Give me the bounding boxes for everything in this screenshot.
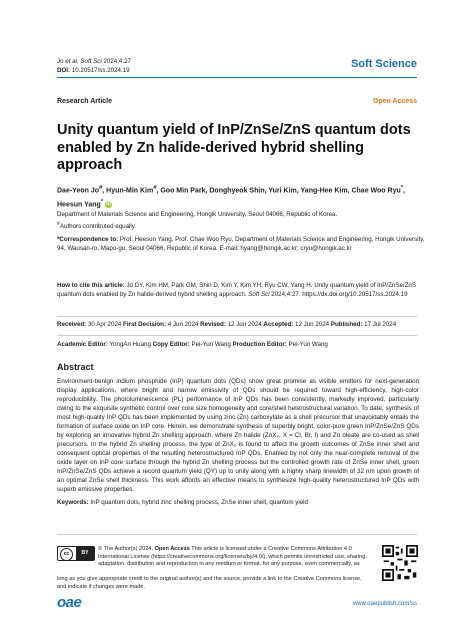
divider [57, 534, 417, 535]
abstract-heading: Abstract [57, 362, 94, 372]
keywords: Keywords: InP quantum dots, hybrid zinc shelling process, ZnSe inner shell, quantum yield [57, 499, 308, 506]
publisher-url[interactable]: www.oaepublish.com/ss [352, 601, 417, 607]
abstract-body: Environment-benign indium phosphide (InP) quantum dots (QDs) show great promise as visible emitters for next-generation display applications, where bright and narrow emissivity of QDs should be required toward high-efficiency, high-color reproducibility. The photoluminescence (PL) performance of InP QDs has been consistently, markedly improved, particularly owing to the exquisite synthetic control over core size homogeneity and core/shell heterostructural variation. To date, synthesis of most high-quality InP QDs has been implemented by using zinc (Zn) carboxylate as a shell precursor that unavoidably entails the formation of surface oxide on InP core. Herein, we demonstrate synthesis of superbly bright, color-pure green InP/ZnSe/ZnS QDs by exploring an innovative hybrid Zn shelling approach, where Zn halide (ZnX₂, X = Cl, Br, I) and Zn oleate are co-used as shell precursors. In the hybrid Zn shelling process, the type of ZnX₂ is found to affect the growth outcomes of ZnSe inner shell and consequent optical properties of the resulting heterostructured InP QDs. Enabled by not only the near-complete removal of the oxide layer on InP core surface through the hybrid Zn shelling process but the controlled growth rate of ZnSe inner shell, green InP/ZnSe/ZnS QDs achieve a record quantum yield (QY) up to unity along with a highly sharp linewidth of 32 nm upon growth of an optimal ZnSe shell thickness. This work affords an effective means to synthesize high-quality heterostructured InP QDs with superb emissive properties. [57, 378, 419, 493]
oae-logo[interactable]: oae [57, 594, 82, 611]
header-divider [57, 77, 417, 78]
divider [57, 335, 417, 336]
cc-icon: cc [60, 548, 73, 561]
open-access-label: Open Access [372, 98, 417, 105]
license-text: © The Author(s) 2024. Open Access This article is licensed under a Creative Commons Attribution 4.0 International License (https://creativecommons.org/licenses/by/4.0/), which permits unrestricted use, sharing, adaptation, distribution and reproduction in any medium or format, for any purpose, even commercially, as [98, 546, 367, 568]
cc-by-license-badge[interactable] [57, 546, 95, 561]
paper-title: Unity quantum yield of InP/ZnSe/ZnS quantum dots enabled by Zn halide-derived hybrid shelling approach [57, 122, 411, 173]
editors: Academic Editor: YongAn Huang Copy Editor: Pei-Yun Wang Production Editor: Pei-Yun Wang [57, 341, 328, 348]
affiliation: Department of Materials Science and Engineering, Hongik University, Seoul 04066, Republic of Korea. #Authors contributed equally. [57, 211, 338, 230]
qr-code-icon[interactable] [382, 545, 418, 581]
article-type: Research Article [57, 98, 112, 105]
journal-brand[interactable]: Soft Science [350, 58, 417, 70]
by-icon: BY [76, 547, 94, 560]
doi-link[interactable]: 10.20517/ss.2024.19 [70, 66, 130, 74]
author-list: Dae-Yeon Jo#, Hyun-Min Kim#, Goo Min Park, Donghyeok Shin, Yuri Kim, Yang-Hee Kim, Chae Woo Ryu*, Heesun Yang* iD [57, 185, 405, 209]
publication-dates: Received: 30 Apr 2024 First Decision: 4 Jun 2024 Revised: 12 Jun 2024 Accepted: 12 Jun 2024 Published: 17 Jul 2024 [57, 321, 397, 328]
license-text-continued: long as you give appropriate credit to the original author(s) and the source, provide a link to the Creative Commons license, and indicate if changes were made. [57, 576, 362, 590]
divider [57, 316, 417, 317]
correspondence: *Correspondence to: Prof. Heesun Yang, Prof. Chae Woo Ryu, Department of Materials Science and Engineering, Hongik University, 94, Wausan-ro, Mapo-gu, Seoul 04066, Republic of Korea. E-mail: hyang@hongik.ac.kr; cryu@hongik.ac.kr [57, 236, 425, 252]
orcid-icon[interactable]: iD [106, 200, 112, 207]
how-to-cite: How to cite this article: Jo DY, Kim HM, Park GM, Shin D, Kim Y, Kim YH, Ryu CW, Yang H. Unity quantum yield of InP/ZnSe/ZnS quantum dots enabled by Zn halide-derived hybrid shelling approach. Soft Sci 2024;4:27. https://dx.doi.org/10.20517/ss.2024.19 [57, 282, 416, 298]
journal-citation: Jo et al. Soft Sci 2024;4:27 DOI: 10.20517/ss.2024.19 [57, 58, 131, 74]
